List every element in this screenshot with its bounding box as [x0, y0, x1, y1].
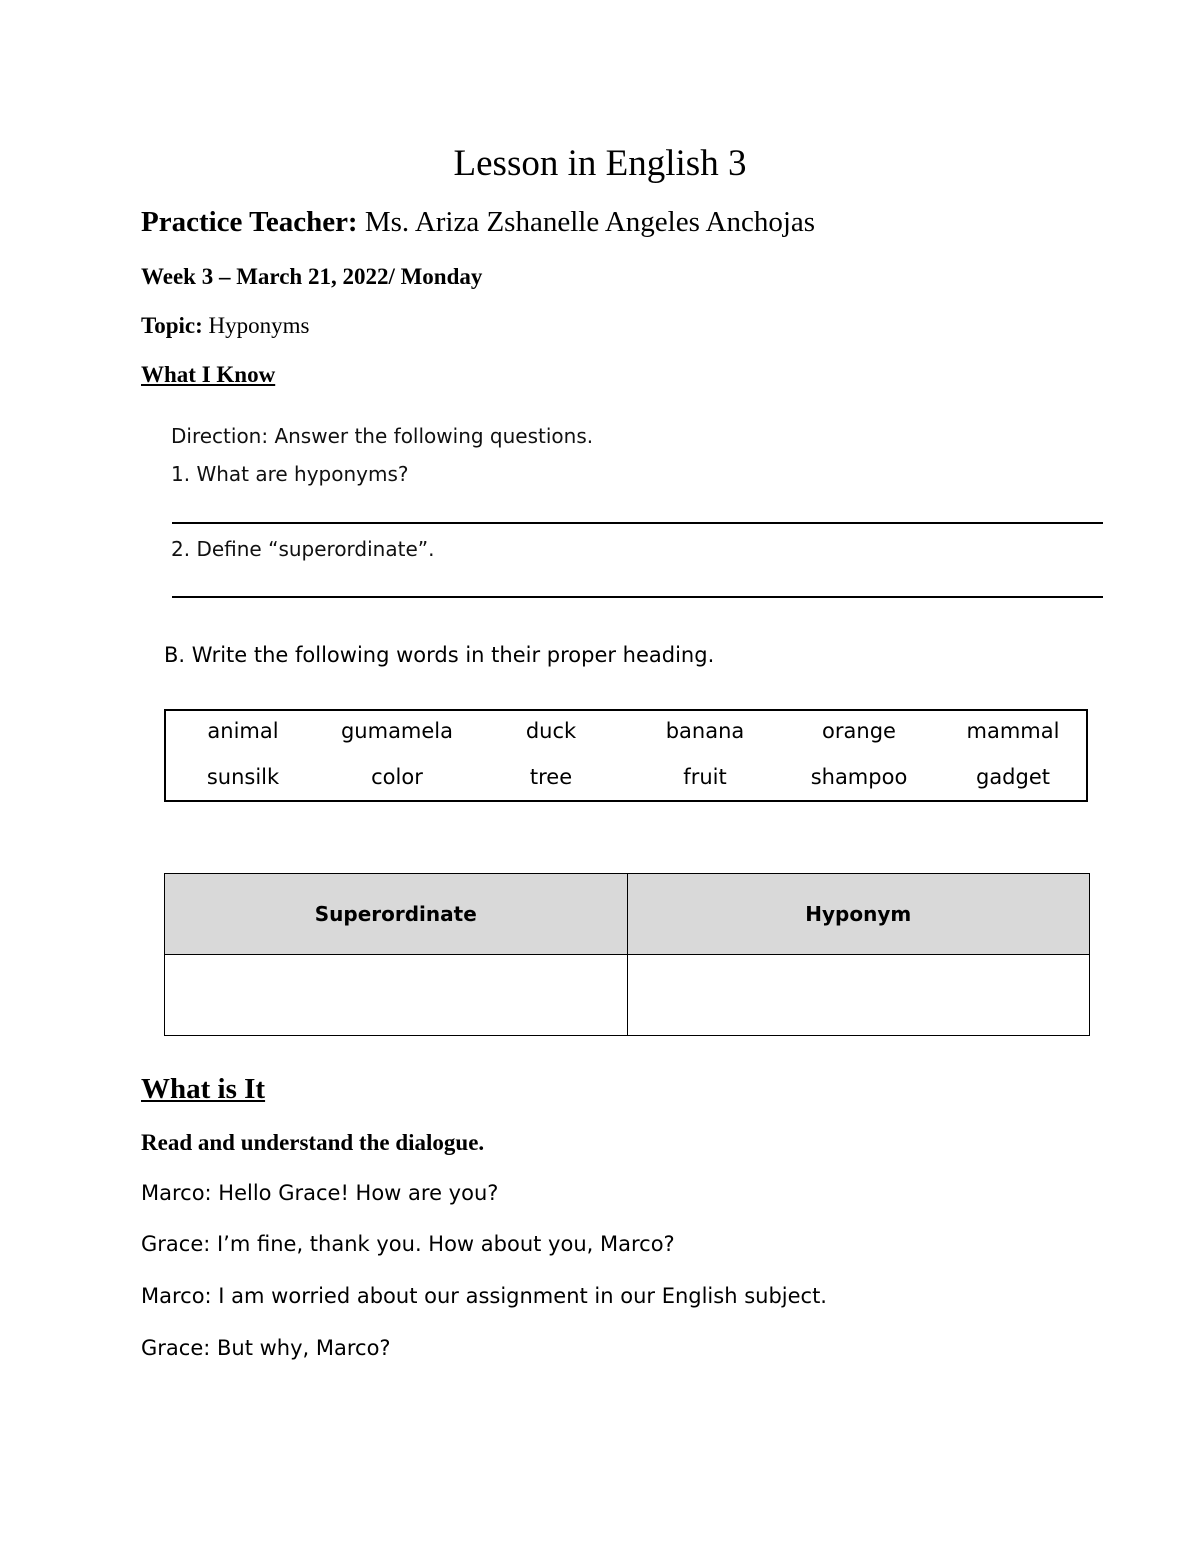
word-item: tree: [529, 765, 573, 789]
word-item: gadget: [975, 765, 1050, 789]
dialogue-line: Grace: I’m fine, thank you. How about you, Marco?: [141, 1232, 675, 1256]
dialogue-line: Marco: I am worried about our assignment in our English subject.: [141, 1284, 827, 1308]
hyponym-answer-cell[interactable]: [627, 955, 1090, 1036]
page-title: Lesson in English 3: [453, 143, 747, 184]
question-1: 1. What are hyponyms?: [171, 462, 409, 486]
what-is-it-heading: What is It: [141, 1073, 266, 1105]
hyponym-header: Hyponym: [627, 874, 1090, 955]
word-item: duck: [525, 719, 577, 743]
practice-teacher: [141, 206, 815, 239]
direction-text: Direction: Answer the following questions.: [171, 424, 594, 448]
topic-label: Topic:: [141, 313, 203, 338]
word-item: sunsilk: [206, 765, 280, 789]
table-header-row: [165, 874, 1090, 955]
dialogue-line: Grace: But why, Marco?: [141, 1336, 391, 1360]
topic: [141, 313, 309, 339]
answer-line-2[interactable]: [172, 596, 1103, 598]
superordinate-answer-cell[interactable]: [165, 955, 628, 1036]
teacher-label: Practice Teacher:: [141, 206, 358, 238]
teacher-name: Ms. Ariza Zshanelle Angeles Anchojas: [357, 206, 816, 238]
word-item: banana: [665, 719, 745, 743]
word-item: fruit: [683, 765, 727, 789]
table-row: [165, 955, 1090, 1036]
answer-line-1[interactable]: [172, 522, 1103, 524]
part-b-instruction: B. Write the following words in their proper heading.: [164, 643, 715, 667]
what-i-know-heading: What I Know: [141, 362, 276, 387]
week-date: Week 3 – March 21, 2022/ Monday: [141, 264, 483, 289]
word-item: animal: [207, 719, 279, 743]
dialogue-line: Marco: Hello Grace! How are you?: [141, 1181, 499, 1205]
word-item: orange: [822, 719, 896, 743]
word-item: shampoo: [810, 765, 908, 789]
word-item: mammal: [966, 719, 1060, 743]
word-item: gumamela: [340, 719, 454, 743]
topic-value: Hyponyms: [202, 313, 310, 338]
word-item: color: [371, 765, 423, 789]
question-2: 2. Define “superordinate”.: [171, 537, 435, 561]
word-bank: [164, 709, 1088, 802]
superordinate-header: Superordinate: [165, 874, 628, 955]
dialogue-instruction: Read and understand the dialogue.: [141, 1130, 485, 1155]
answer-table: [164, 873, 1090, 1036]
